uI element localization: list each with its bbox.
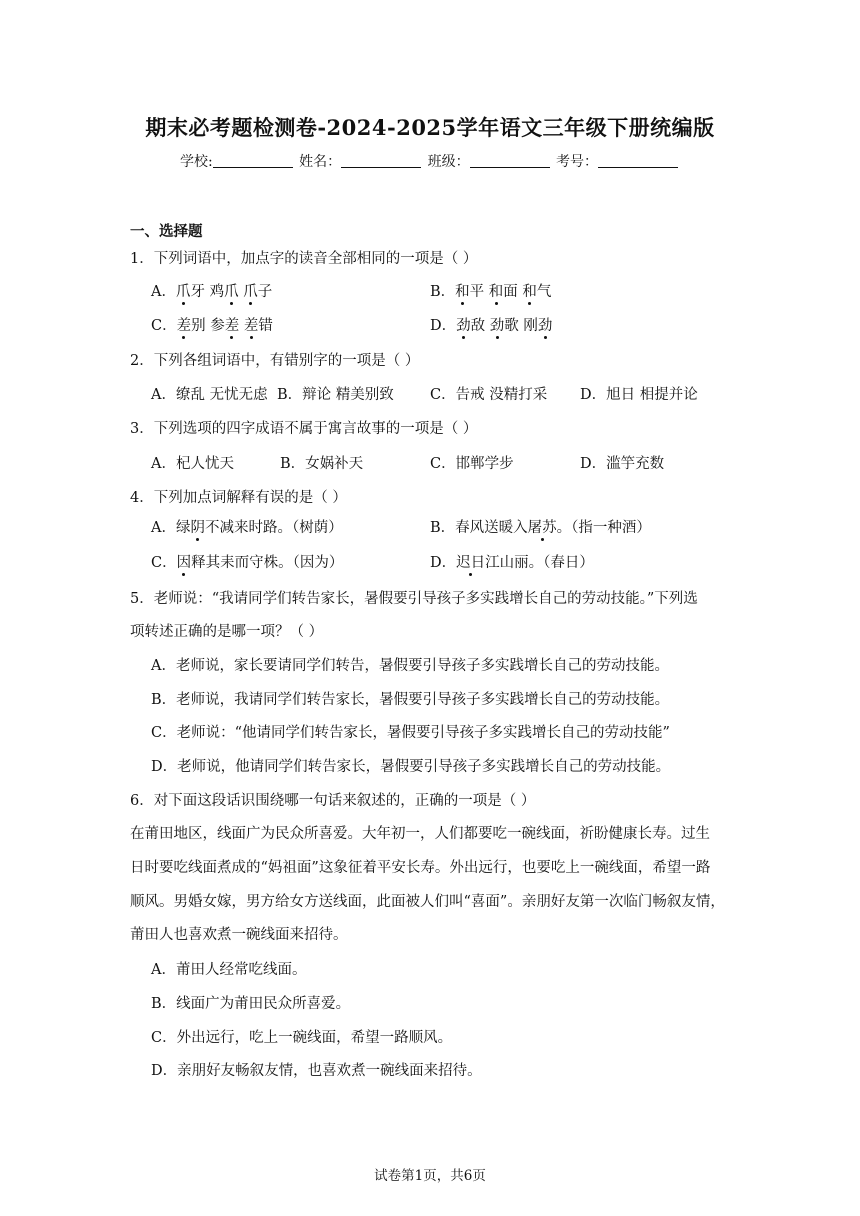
school-label: 学校: (179, 154, 213, 170)
q3-option-c[interactable]: C．邯郸学步 (430, 456, 514, 472)
q3-stem: 3．下列选项的四字成语不属于寓言故事的一项是（ ） (130, 421, 478, 437)
q5-stem-line1: 5．老师说：“我请同学们转告家长，暑假要引导孩子多实践增长自己的劳动技能。”下列选 (130, 591, 698, 607)
q6-option-a[interactable]: A．莆田人经常吃线面。 (151, 962, 307, 978)
q1-stem: 1．下列词语中，加点字的读音全部相同的一项是（ ） (130, 251, 478, 267)
q6-passage-line3: 顺风。男婚女嫁，男方给女方送线面，此面被人们叫“喜面”。亲朋好友第一次临门畅叙友情， (130, 894, 725, 910)
page-footer: 试卷第1页，共6页 (374, 1168, 486, 1184)
name-label: 姓名： (299, 154, 342, 170)
student-info-line (0, 151, 860, 171)
q2-option-a[interactable]: A．缭乱 无忧无虑 (151, 387, 268, 403)
number-blank[interactable] (598, 153, 678, 168)
q4-stem: 4．下列加点词解释有误的是（ ） (130, 490, 347, 506)
class-label: 班级： (427, 154, 470, 170)
q2-option-b[interactable]: B．辩论 精美别致 (277, 387, 394, 403)
q4-option-a[interactable]: A．绿阴不减来时路。（树荫） (151, 520, 343, 536)
q2-stem: 2．下列各组词语中，有错别字的一项是（ ） (130, 353, 420, 369)
q2-option-c[interactable]: C．告戒 没精打采 (430, 387, 548, 403)
q3-option-a[interactable]: A．杞人忧天 (151, 456, 234, 472)
q1-option-b[interactable]: B．和平 和面 和气 (430, 284, 552, 300)
q6-passage-line2: 日时要吃线面煮成的“妈祖面”这象征着平安长寿。外出远行，也要吃上一碗线面，希望一路 (130, 860, 711, 876)
q3-option-d[interactable]: D．滥竽充数 (580, 456, 665, 472)
q1-option-c[interactable]: C．差别 参差 差错 (151, 318, 273, 334)
q6-option-b[interactable]: B．线面广为莆田民众所喜爱。 (151, 996, 351, 1012)
q6-passage-line4: 莆田人也喜欢煮一碗线面来招待。 (130, 927, 348, 943)
q3-option-b[interactable]: B．女娲补天 (280, 456, 364, 472)
q6-passage-line1: 在莆田地区，线面广为民众所喜爱。大年初一，人们都要吃一碗线面，祈盼健康长寿。过生 (130, 826, 710, 842)
q5-option-b[interactable]: B．老师说，我请同学们转告家长，暑假要引导孩子多实践增长自己的劳动技能。 (151, 692, 670, 708)
q4-option-b[interactable]: B．春风送暖入屠苏。（指一种酒） (430, 520, 651, 536)
q1-option-d[interactable]: D．劲敌 劲歌 刚劲 (430, 318, 553, 334)
class-blank[interactable] (470, 153, 550, 168)
q5-option-c[interactable]: C．老师说：“他请同学们转告家长，暑假要引导孩子多实践增长自己的劳动技能” (151, 725, 670, 741)
name-blank[interactable] (341, 153, 421, 168)
q1-option-a[interactable]: A．爪牙 鸡爪 爪子 (151, 284, 273, 300)
number-label: 考号： (556, 154, 599, 170)
q6-option-c[interactable]: C．外出远行，吃上一碗线面，希望一路顺风。 (151, 1030, 453, 1046)
q4-option-c[interactable]: C．因释其耒而守株。（因为） (151, 555, 344, 571)
q6-option-d[interactable]: D．亲朋好友畅叙友情，也喜欢煮一碗线面来招待。 (151, 1063, 482, 1079)
section-heading: 一、选择题 (130, 223, 203, 240)
school-blank[interactable] (213, 153, 293, 168)
q2-option-d[interactable]: D．旭日 相提并论 (580, 387, 698, 403)
q5-stem-line2: 项转述正确的是哪一项？（ ） (130, 624, 324, 640)
page-title: 期末必考题检测卷-2024-2025学年语文三年级下册统编版 (145, 115, 715, 140)
q5-option-d[interactable]: D．老师说，他请同学们转告家长，暑假要引导孩子多实践增长自己的劳动技能。 (151, 759, 671, 775)
q6-stem: 6．对下面这段话识围绕哪一句话来叙述的，正确的一项是（ ） (130, 793, 536, 809)
q4-option-d[interactable]: D．迟日江山丽。（春日） (430, 555, 594, 571)
q5-option-a[interactable]: A．老师说，家长要请同学们转告，暑假要引导孩子多实践增长自己的劳动技能。 (151, 658, 669, 674)
